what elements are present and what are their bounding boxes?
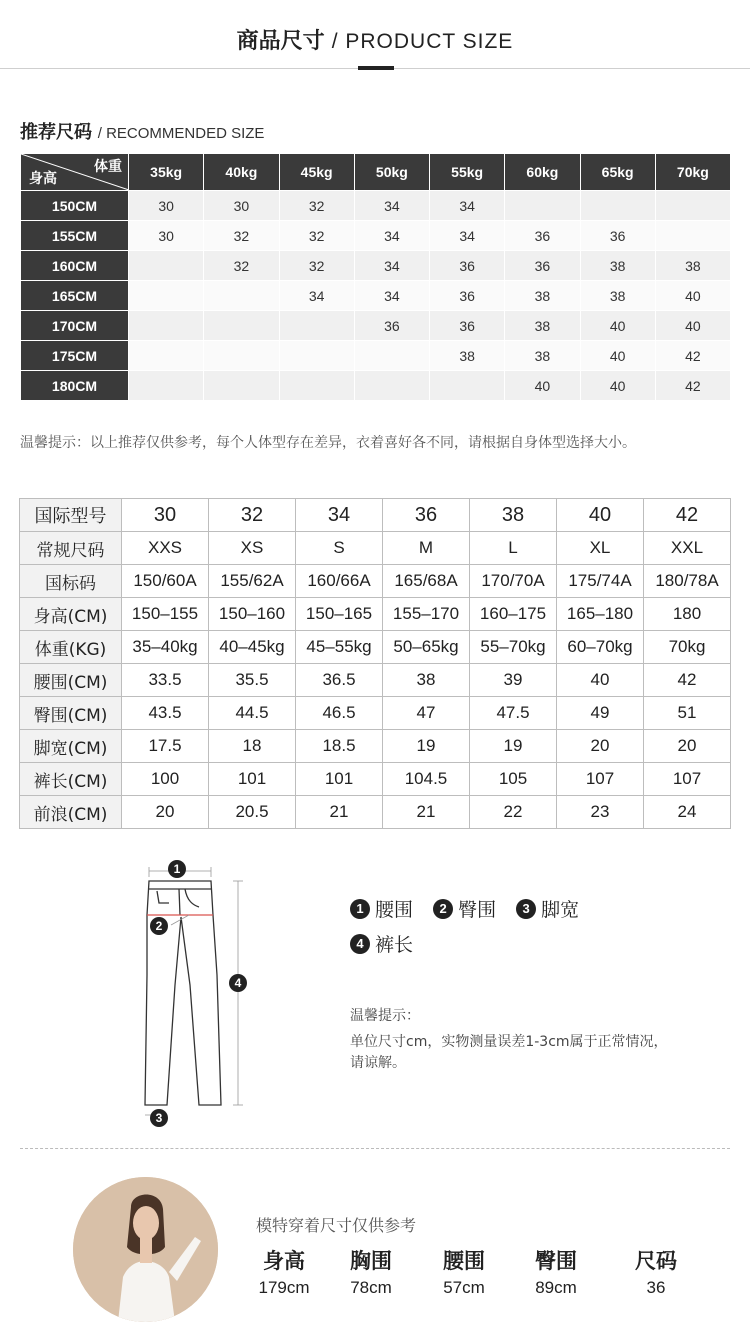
recommended-row (21, 371, 731, 401)
size-chart-row-label: 腰围(CM) (20, 664, 122, 697)
size-chart-row (20, 763, 731, 796)
recommended-header-row (21, 154, 731, 191)
recommended-size-cell (279, 341, 354, 371)
corner-height-label: 身高 (29, 170, 57, 186)
height-header: 180CM (21, 371, 129, 401)
recommended-size-cell (204, 281, 279, 311)
legend-item-length (350, 930, 413, 957)
recommended-size-table (20, 153, 731, 401)
size-chart-cell: 70kg (644, 631, 731, 664)
size-chart-row (20, 796, 731, 829)
size-chart-cell: 105 (470, 763, 557, 796)
diagram-note-title: 温馨提示： (350, 1008, 420, 1024)
recommended-size-cell: 38 (580, 251, 655, 281)
size-chart-cell: 20 (122, 796, 209, 829)
recommended-size-cell: 34 (354, 251, 429, 281)
recommended-size-cell: 38 (655, 251, 730, 281)
size-chart-cell: 43.5 (122, 697, 209, 730)
size-chart-cell: 17.5 (122, 730, 209, 763)
recommended-size-cell (129, 341, 204, 371)
recommended-size-cell (204, 311, 279, 341)
svg-text:1: 1 (173, 862, 181, 876)
size-chart-cell: 21 (296, 796, 383, 829)
size-chart-cell: 34 (296, 499, 383, 532)
recommended-size-cell: 34 (354, 191, 429, 221)
recommended-size-cell (129, 281, 204, 311)
size-chart-row-label: 常规尺码 (20, 532, 122, 565)
size-chart-cell: 49 (557, 697, 644, 730)
size-chart-cell: 21 (383, 796, 470, 829)
size-chart-cell: 20 (644, 730, 731, 763)
recommended-size-cell: 30 (204, 191, 279, 221)
size-chart-cell: 46.5 (296, 697, 383, 730)
weight-header: 35kg (129, 154, 204, 191)
recommended-size-cell (655, 191, 730, 221)
size-chart-cell: 155/62A (209, 565, 296, 598)
model-reference-note: 模特穿着尺寸仅供参考 (256, 1216, 417, 1235)
model-stat-value: 36 (646, 1278, 666, 1297)
size-chart-row (20, 664, 731, 697)
legend-row-1 (350, 895, 593, 922)
size-chart-cell: 51 (644, 697, 731, 730)
recommended-size-cell: 34 (354, 281, 429, 311)
size-chart-cell: 107 (644, 763, 731, 796)
height-header: 150CM (21, 191, 129, 221)
size-chart-cell: 42 (644, 664, 731, 697)
size-chart-cell: 32 (209, 499, 296, 532)
recommended-size-cell: 36 (505, 221, 580, 251)
recommended-row (21, 311, 731, 341)
size-chart-cell: 23 (557, 796, 644, 829)
recommended-size-cell: 34 (430, 191, 505, 221)
size-chart-row (20, 499, 731, 532)
model-stat-value: 89cm (535, 1278, 577, 1297)
recommended-size-cell (129, 371, 204, 401)
legend-number: 3 (516, 899, 536, 919)
legend-number: 2 (433, 899, 453, 919)
size-chart-cell: XL (557, 532, 644, 565)
size-chart-cell: 170/70A (470, 565, 557, 598)
recommended-size-cell: 36 (354, 311, 429, 341)
size-chart-cell: L (470, 532, 557, 565)
dashed-separator (20, 1148, 730, 1149)
recommended-size-cell: 32 (279, 191, 354, 221)
size-chart-cell: 160–175 (470, 598, 557, 631)
recommended-size-cell: 40 (580, 371, 655, 401)
size-chart-row-label: 身高(CM) (20, 598, 122, 631)
recommendation-tip: 温馨提示：以上推荐仅供参考，每个人体型存在差异，衣着喜好各不同，请根据自身体型选择大小。 (20, 435, 636, 451)
weight-header: 40kg (204, 154, 279, 191)
recommended-size-cell: 32 (279, 221, 354, 251)
size-chart-cell: 18 (209, 730, 296, 763)
recommended-size-cell: 42 (655, 341, 730, 371)
size-chart-cell: 38 (383, 664, 470, 697)
size-chart-cell: 180 (644, 598, 731, 631)
size-chart-row (20, 631, 731, 664)
legend-item-hem (516, 895, 579, 922)
size-chart-cell: 36 (383, 499, 470, 532)
size-chart-cell: 33.5 (122, 664, 209, 697)
size-chart-cell: 39 (470, 664, 557, 697)
size-chart-cell: 20.5 (209, 796, 296, 829)
size-chart-cell: 45–55kg (296, 631, 383, 664)
recommended-size-cell: 34 (354, 221, 429, 251)
recommended-size-cell: 38 (580, 281, 655, 311)
size-chart-cell: 165/68A (383, 565, 470, 598)
size-chart-cell: 30 (122, 499, 209, 532)
size-chart-row-label: 体重(KG) (20, 631, 122, 664)
title-en: / PRODUCT SIZE (331, 30, 514, 53)
size-chart-cell: 47.5 (470, 697, 557, 730)
size-chart-row-label: 臀围(CM) (20, 697, 122, 730)
weight-header: 65kg (580, 154, 655, 191)
size-chart-cell: 175/74A (557, 565, 644, 598)
size-chart-cell: 101 (209, 763, 296, 796)
legend-item-waist (350, 895, 413, 922)
recommended-size-cell: 38 (505, 341, 580, 371)
recommended-row (21, 281, 731, 311)
legend-number: 1 (350, 899, 370, 919)
model-stat-label: 尺码 (635, 1249, 677, 1273)
corner-cell (21, 154, 129, 191)
recommended-size-cell (204, 341, 279, 371)
recommended-size-cell (279, 371, 354, 401)
weight-header: 70kg (655, 154, 730, 191)
size-chart-cell: 100 (122, 763, 209, 796)
recommended-size-cell: 38 (505, 311, 580, 341)
size-chart-row-label: 前浪(CM) (20, 796, 122, 829)
size-chart-cell: 101 (296, 763, 383, 796)
size-chart-row (20, 565, 731, 598)
size-chart-row (20, 697, 731, 730)
height-header: 160CM (21, 251, 129, 281)
size-chart-cell: 22 (470, 796, 557, 829)
legend-item-hip (433, 895, 496, 922)
recommended-size-cell: 38 (430, 341, 505, 371)
recommended-size-cell: 32 (279, 251, 354, 281)
size-chart-cell: 150/60A (122, 565, 209, 598)
recommended-row (21, 191, 731, 221)
size-chart-cell: 160/66A (296, 565, 383, 598)
recommended-size-cell: 32 (204, 221, 279, 251)
size-chart-cell: 44.5 (209, 697, 296, 730)
size-chart-cell: 40 (557, 664, 644, 697)
size-chart-cell: 19 (470, 730, 557, 763)
recommended-size-cell: 30 (129, 221, 204, 251)
recommended-size-cell: 36 (430, 311, 505, 341)
recommended-title-cn: 推荐尺码 (20, 122, 92, 143)
recommended-row (21, 251, 731, 281)
size-chart-cell: 104.5 (383, 763, 470, 796)
size-chart-cell: 42 (644, 499, 731, 532)
size-chart-row (20, 598, 731, 631)
size-chart-cell: 150–160 (209, 598, 296, 631)
size-chart-cell: 40–45kg (209, 631, 296, 664)
recommended-size-cell: 36 (430, 281, 505, 311)
size-chart-cell: 35.5 (209, 664, 296, 697)
size-chart-cell: 36.5 (296, 664, 383, 697)
size-chart-cell: XXS (122, 532, 209, 565)
corner-weight-label: 体重 (94, 158, 122, 174)
recommended-size-cell: 42 (655, 371, 730, 401)
height-header: 155CM (21, 221, 129, 251)
size-chart-cell: 40 (557, 499, 644, 532)
height-header: 170CM (21, 311, 129, 341)
recommended-size-cell (655, 221, 730, 251)
recommended-size-cell: 40 (580, 311, 655, 341)
size-chart-cell: 60–70kg (557, 631, 644, 664)
model-stat-label: 腰围 (443, 1249, 485, 1273)
recommended-title-en: / RECOMMENDED SIZE (97, 125, 265, 142)
recommended-size-cell (129, 311, 204, 341)
recommended-size-cell (354, 371, 429, 401)
recommended-size-cell: 40 (655, 311, 730, 341)
weight-header: 60kg (505, 154, 580, 191)
size-chart-cell: 19 (383, 730, 470, 763)
size-chart-cell: 24 (644, 796, 731, 829)
size-chart-cell: 38 (470, 499, 557, 532)
recommended-size-cell: 38 (505, 281, 580, 311)
legend-label: 裤长 (375, 934, 414, 956)
legend-label: 腰围 (375, 899, 414, 921)
legend-label: 脚宽 (541, 899, 580, 921)
model-stat-label: 臀围 (535, 1249, 577, 1273)
recommended-size-cell (204, 371, 279, 401)
size-chart-cell: XXL (644, 532, 731, 565)
height-header: 175CM (21, 341, 129, 371)
recommended-size-cell (354, 341, 429, 371)
size-chart-row-label: 裤长(CM) (20, 763, 122, 796)
recommended-row (21, 341, 731, 371)
size-chart-cell: 50–65kg (383, 631, 470, 664)
size-chart-row (20, 730, 731, 763)
size-chart-cell: XS (209, 532, 296, 565)
legend-label: 臀围 (458, 899, 497, 921)
model-stat-value: 179cm (258, 1278, 310, 1297)
title-cn: 商品尺寸 (236, 29, 325, 54)
recommended-row (21, 221, 731, 251)
weight-header: 55kg (430, 154, 505, 191)
height-header: 165CM (21, 281, 129, 311)
model-stat-value: 78cm (350, 1278, 392, 1297)
size-chart-cell: S (296, 532, 383, 565)
recommended-size-cell (580, 191, 655, 221)
model-stat-label: 胸围 (350, 1249, 392, 1273)
recommended-size-cell: 40 (580, 341, 655, 371)
size-chart-row-label: 国标码 (20, 565, 122, 598)
legend-number: 4 (350, 934, 370, 954)
size-chart-cell: 55–70kg (470, 631, 557, 664)
page-title (0, 24, 750, 55)
model-stat-value: 57cm (443, 1278, 485, 1297)
size-chart-cell: 165–180 (557, 598, 644, 631)
svg-text:2: 2 (155, 919, 163, 933)
model-avatar (73, 1177, 218, 1322)
size-chart-row (20, 532, 731, 565)
size-chart-cell: 180/78A (644, 565, 731, 598)
size-chart-cell: 18.5 (296, 730, 383, 763)
model-stat-label: 身高 (263, 1249, 305, 1273)
recommended-size-cell: 34 (279, 281, 354, 311)
size-chart-row-label: 脚宽(CM) (20, 730, 122, 763)
size-chart-cell: 107 (557, 763, 644, 796)
size-chart-cell: 150–155 (122, 598, 209, 631)
recommended-size-cell: 30 (129, 191, 204, 221)
size-chart-cell: 20 (557, 730, 644, 763)
recommended-size-cell: 36 (580, 221, 655, 251)
model-photo-illustration (73, 1177, 218, 1322)
recommended-heading (20, 118, 264, 144)
recommended-size-cell (129, 251, 204, 281)
size-chart-cell: 150–165 (296, 598, 383, 631)
recommended-size-cell: 36 (505, 251, 580, 281)
recommended-size-cell: 32 (204, 251, 279, 281)
recommended-size-cell: 36 (430, 251, 505, 281)
recommended-size-cell: 40 (655, 281, 730, 311)
weight-header: 45kg (279, 154, 354, 191)
svg-text:4: 4 (234, 976, 242, 990)
size-chart-table (19, 498, 731, 829)
pants-measurement-diagram (135, 855, 250, 1130)
size-chart-cell: 155–170 (383, 598, 470, 631)
size-chart-row-label: 国际型号 (20, 499, 122, 532)
size-chart-cell: 35–40kg (122, 631, 209, 664)
svg-text:3: 3 (155, 1111, 163, 1125)
recommended-size-cell (505, 191, 580, 221)
recommended-size-cell (279, 311, 354, 341)
weight-header: 50kg (354, 154, 429, 191)
recommended-size-cell (430, 371, 505, 401)
size-chart-cell: 47 (383, 697, 470, 730)
recommended-size-cell: 40 (505, 371, 580, 401)
recommended-size-cell: 34 (430, 221, 505, 251)
header-accent-bar (358, 66, 394, 70)
legend-row-2 (350, 930, 427, 957)
size-chart-cell: M (383, 532, 470, 565)
diagram-note-body: 单位尺寸cm，实物测量误差1-3cm属于正常情况，请谅解。 (350, 1034, 668, 1071)
